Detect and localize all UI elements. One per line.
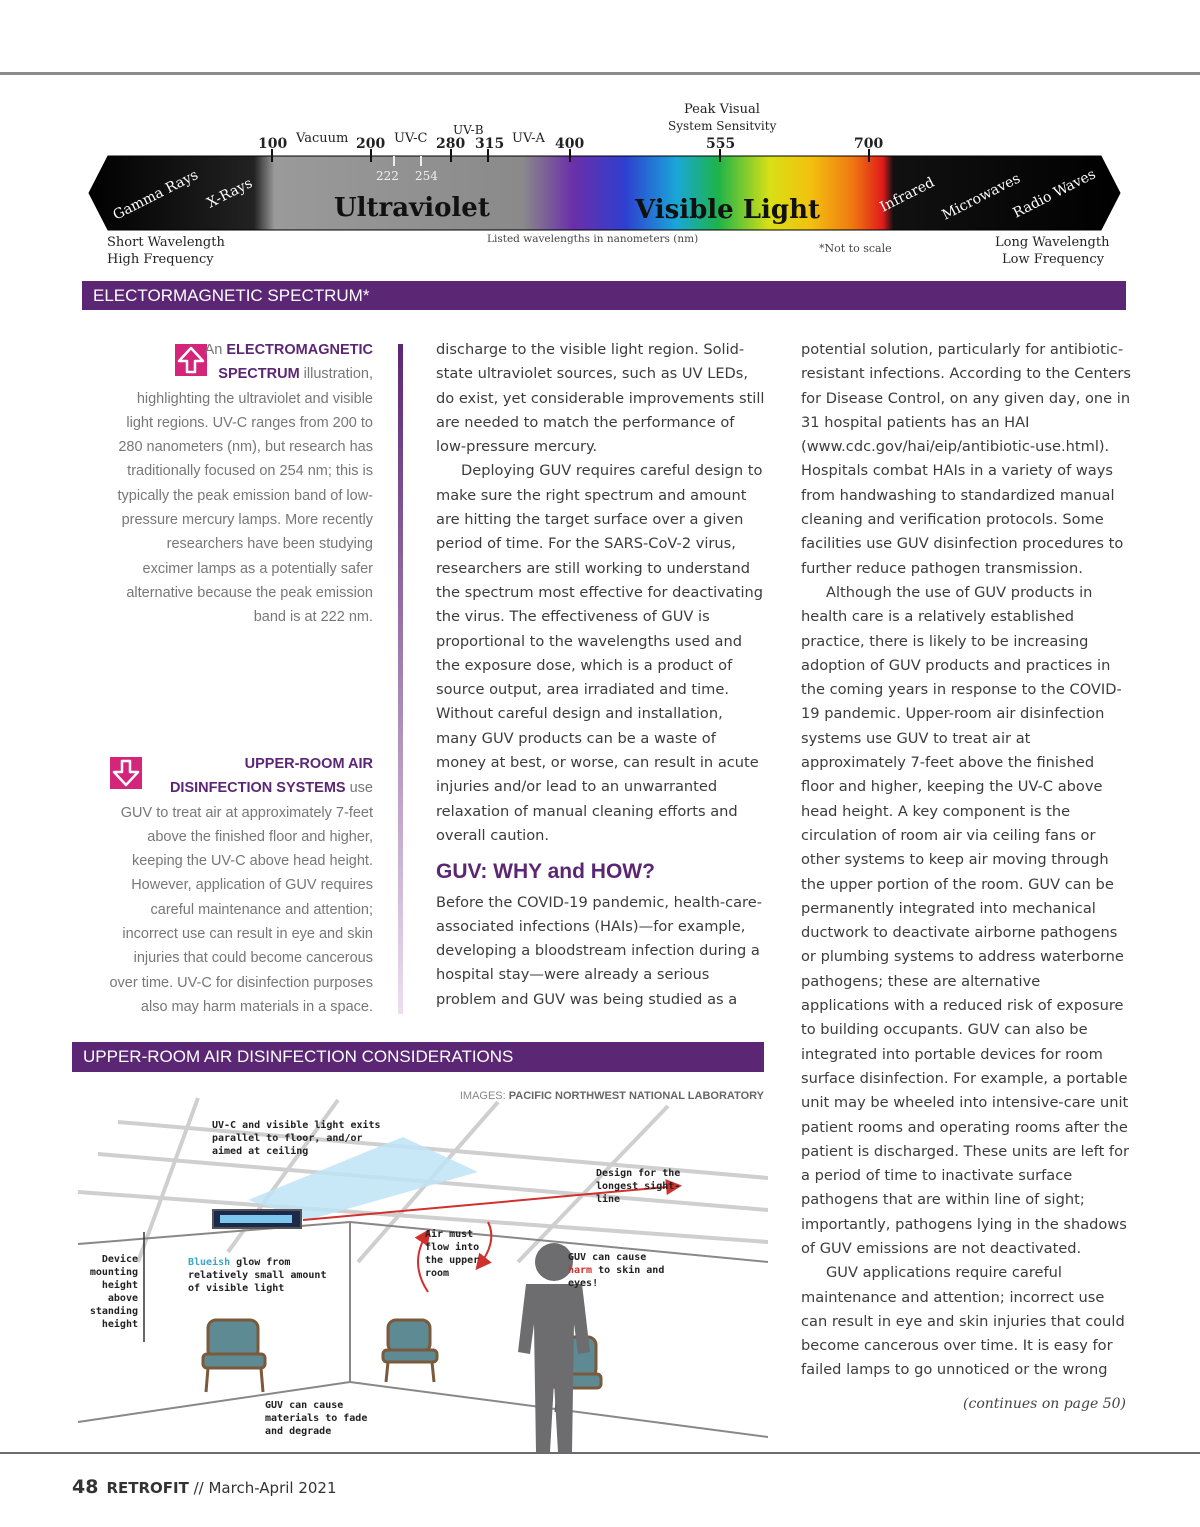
label-glow-1: [188, 1256, 290, 1268]
label-gamma-rays: Gamma Rays: [110, 167, 201, 224]
label-device-4: above: [107, 1293, 138, 1304]
label-fade-1: GUV can cause: [265, 1400, 344, 1411]
bottom-rule: [0, 1452, 1200, 1454]
magazine-name: RETROFIT: [106, 1479, 189, 1497]
label-infrared: Infrared: [877, 174, 938, 216]
tick-315: 315: [475, 136, 505, 152]
mid-paragraph-3: Before the COVID-19 pandemic, health-care-associated infections (HAIs)—for example, developing a bloodstream infection during a hospital stay—were already a serious problem and GUV was being studied as a: [436, 893, 762, 1008]
label-visible-light: Visible Light: [635, 195, 821, 225]
tick-280: 280: [436, 136, 466, 152]
article-column-right: [801, 338, 1131, 1383]
label-device-6: height: [101, 1319, 138, 1330]
sidebar1-bold: ELECTROMAGNETIC SPECTRUM: [218, 342, 373, 383]
label-exit-1: UV-C and visible light exits: [212, 1120, 381, 1131]
label-exit-2: parallel to floor, and/or: [212, 1133, 363, 1144]
label-air-1: Air must: [425, 1229, 474, 1240]
article-column-middle: [436, 338, 768, 1012]
label-harm-1: GUV can cause: [568, 1252, 647, 1263]
label-exit-3: aimed at ceiling: [212, 1146, 309, 1157]
issue-date: // March-April 2021: [188, 1479, 337, 1497]
label-fade-2: materials to fade: [265, 1413, 368, 1424]
band-upper-room-title: UPPER-ROOM AIR DISINFECTION CONSIDERATIONS: [83, 1047, 514, 1066]
band-spectrum-title: ELECTORMAGNETIC SPECTRUM*: [93, 286, 370, 305]
label-radio-waves: Radio Waves: [1010, 166, 1099, 222]
electromagnetic-spectrum-illustration: [88, 92, 1123, 272]
label-x-rays: X-Rays: [204, 175, 256, 212]
label-device-5: standing: [89, 1306, 138, 1317]
credit-prefix: IMAGES:: [459, 1090, 509, 1102]
right-paragraph-2: Although the use of GUV products in health care is a relatively established practice, there is likely to be increasing adoption of GUV products and practices in the coming years in response to the COVID-19 pandemic. Upper-room air disinfection systems use GUV to treat air at approximately 7-feet above the finished floor and higher, keeping the UV-C above head height. A key component is the circulation of room air via ceiling fans or other systems to keep air moving through the upper portion of the room. GUV can be permanently integrated into mechanical ductwork to deactivate airborne pathogens or plumbing systems to address waterborne pathogens; these are alternative applications with a reduced risk of exposure to building occupants. GUV can also be integrated into portable devices for room surface disinfection. For example, a portable unit may be wheeled into intensive-care unit patient rooms and operating rooms after the patient is discharged. These units are left for a period of time to inactivate surface pathogens that are within line of sight; importantly, pathogens lying in the shadows of GUV emissions are not deactivated.: [801, 583, 1129, 1257]
tick-400: 400: [555, 136, 585, 152]
caption-long-wavelength: Long Wavelength: [995, 235, 1110, 250]
section-heading-guv: GUV: WHY and HOW?: [436, 860, 655, 884]
section-band-upper-room: [72, 1042, 764, 1072]
label-glow-3: of visible light: [188, 1283, 285, 1294]
label-device-2: mounting: [89, 1267, 138, 1278]
label-air-2: flow into: [425, 1242, 480, 1253]
sidebar-spectrum-caption: [112, 338, 373, 630]
label-air-4: room: [425, 1268, 450, 1279]
caption-short-wavelength: Short Wavelength: [107, 235, 225, 250]
sidebar1-text: illustration, highlighting the ultraviolet and visible light regions. UV-C ranges from 200 to 280 nanometers (nm), but research has traditionally focused on 254 nm; this is typically the peak emission band of low-pressure mercury lamps. More recently researchers have been studying excimer lamps as a potentially safer alternative because the peak emission band is at 222 nm.: [117, 366, 373, 626]
label-air-3: the upper: [425, 1255, 480, 1266]
region-uvb: UV-B: [453, 123, 484, 137]
label-design-3: line: [596, 1194, 621, 1205]
upper-room-illustration: [78, 1092, 768, 1452]
label-design-1: Design for the: [596, 1168, 681, 1179]
caption-high-frequency: High Frequency: [107, 252, 214, 267]
label-fade-3: and degrade: [265, 1426, 332, 1437]
sidebar2-text: use GUV to treat air at approximately 7-feet above the finished floor and higher, keeping the UV-C above head height. However, application of GUV requires careful maintenance and attention; incorrect use can result in eye and skin injuries that could become cancerous over time. UV-C for disinfection purposes also may harm materials in a space.: [109, 780, 373, 1015]
right-paragraph-1: potential solution, particularly for antibiotic-resistant infections. According to the Centers for Disease Control, on any given day, one in 31 hospital patients has an HAI (www.cdc.gov/hai/eip/antibiotic-use.html). Hospitals combat HAIs in a variety of ways from handwashing to standardized manual cleaning and verification protocols. Some facilities use GUV disinfection procedures to further reduce pathogen transmission.: [801, 341, 1131, 577]
label-harm-rest: to skin and: [592, 1265, 665, 1276]
page-number: 48: [72, 1476, 99, 1498]
units-note: Listed wavelengths in nanometers (nm): [487, 233, 699, 245]
tick-700: 700: [854, 136, 884, 152]
region-uva: UV-A: [512, 131, 545, 146]
label-glow-word: Blueish: [188, 1257, 231, 1268]
label-device-1: Device: [101, 1254, 138, 1265]
caption-low-frequency: Low Frequency: [1002, 252, 1105, 267]
sidebar-upper-room-caption: [108, 752, 373, 1019]
peak-label-1: Peak Visual: [684, 102, 760, 117]
section-band-spectrum: [82, 281, 1126, 310]
label-glow-2: relatively small amount: [188, 1270, 327, 1281]
credit-source: PACIFIC NORTHWEST NATIONAL LABORATORY: [508, 1090, 764, 1102]
label-glow-rest: glow from: [230, 1257, 291, 1268]
tick-100: 100: [258, 136, 288, 152]
vertical-accent-bar: [398, 344, 403, 1014]
sidebar2-bold: UPPER-ROOM AIR DISINFECTION SYSTEMS: [169, 756, 373, 797]
mid-paragraph-1: discharge to the visible light region. Solid-state ultraviolet sources, such as UV LEDs, do exist, yet considerable improvements still are needed to match the performance of low-pressure mercury.: [436, 341, 765, 456]
tick-555: 555: [706, 136, 736, 152]
label-design-2: longest sight-: [596, 1181, 681, 1192]
tick-200: 200: [356, 136, 386, 152]
label-microwaves: Microwaves: [939, 170, 1023, 224]
label-harm-word: harm: [568, 1265, 593, 1276]
page-footer: [72, 1476, 337, 1498]
tick-222: 222: [376, 169, 399, 183]
scale-note: *Not to scale: [819, 242, 892, 255]
right-paragraph-3: GUV applications require careful maintenance and attention; incorrect use can result in eye and skin injuries that could become cancerous over time. It is easy for failed lamps to go unnoticed or the wrong: [801, 1264, 1125, 1379]
label-harm-2: [568, 1264, 664, 1276]
peak-label-2: System Sensitvity: [668, 119, 777, 133]
mid-paragraph-2: Deploying GUV requires careful design to make sure the right spectrum and amount are hitting the target surface over a given period of time. For the SARS-CoV-2 virus, researchers are still working to understand the spectrum most effective for deactivating the virus. The effectiveness of GUV is proportional to the wavelengths used and the exposure dose, which is a product of source output, area irradiated and time. Without careful design and installation, many GUV products can be a waste of money at best, or worse, can result in acute injuries and/or lead to an unwarranted relaxation of manual cleaning efforts and overall caution.: [436, 462, 764, 844]
region-vacuum: Vacuum: [296, 131, 349, 146]
top-rule: [0, 72, 1200, 75]
tick-254: 254: [415, 169, 438, 183]
sidebar1-lead: An: [204, 342, 227, 358]
label-harm-3: eyes!: [568, 1278, 599, 1289]
continues-note: (continues on page 50): [963, 1396, 1126, 1412]
label-device-3: height: [101, 1280, 138, 1291]
region-uvc: UV-C: [394, 131, 428, 146]
label-ultraviolet: Ultraviolet: [334, 193, 490, 223]
